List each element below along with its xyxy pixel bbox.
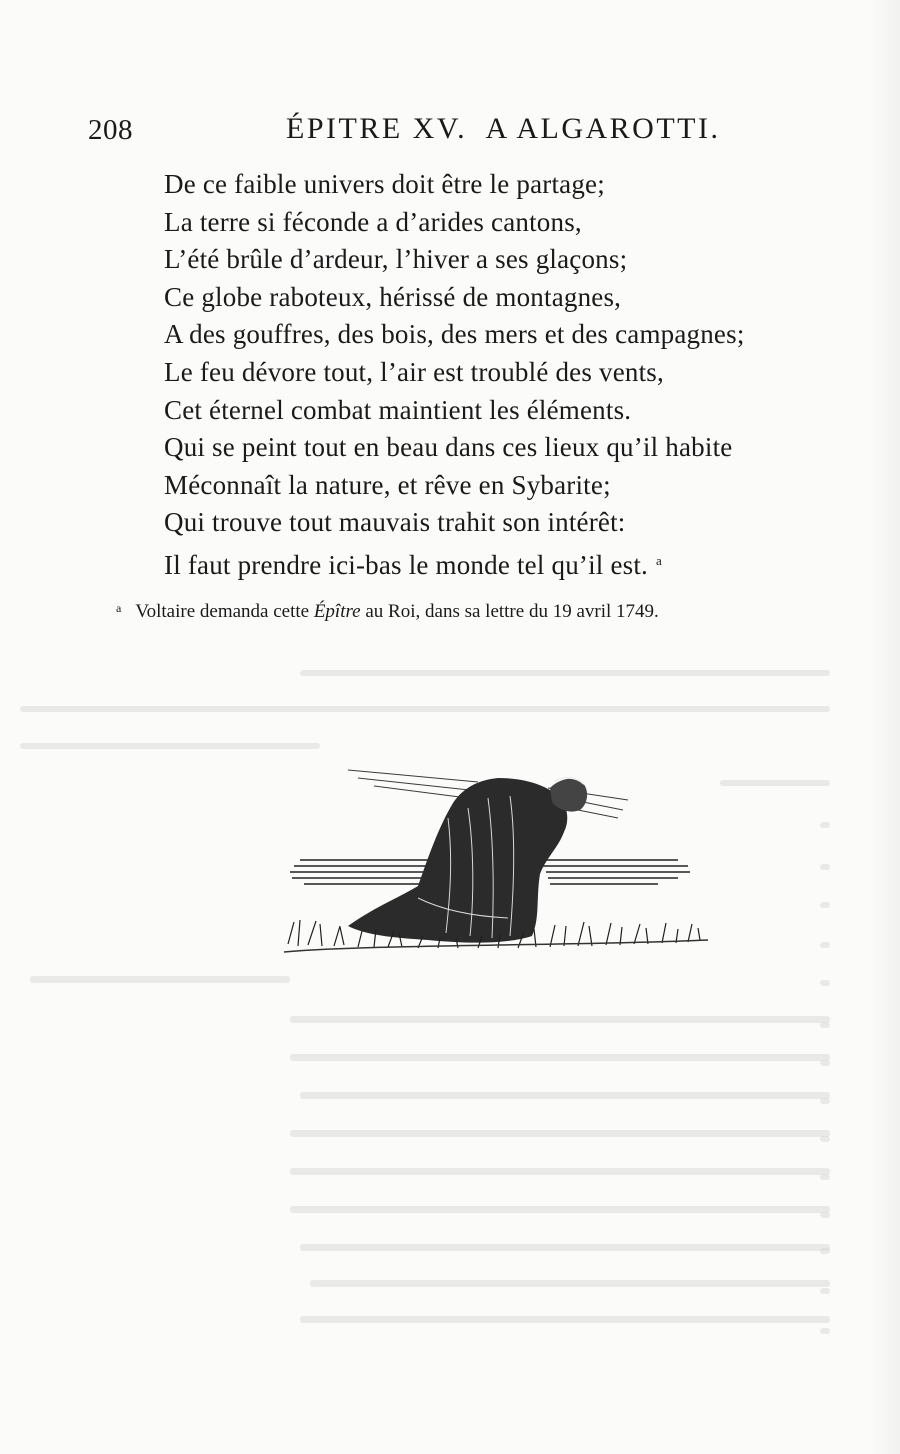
footnote-reference[interactable]: a — [655, 552, 662, 568]
verse-line: L’été brûle d’ardeur, l’hiver a ses glaçons; — [164, 244, 628, 275]
verse-line: Qui trouve tout mauvais trahit son intérêt: — [164, 507, 626, 538]
footnote — [116, 601, 659, 623]
page-edge-shadow — [870, 0, 900, 1454]
verse-line: La terre si féconde a d’arides cantons, — [164, 206, 582, 237]
footnote-marker: a — [116, 601, 122, 615]
verse-block — [164, 166, 745, 580]
verse-line: Méconnaît la nature, et rêve en Sybarite; — [164, 469, 611, 500]
verse-line: Le feu dévore tout, l’air est troublé des vents, — [164, 356, 664, 387]
verse-line: Ce globe raboteux, hérissé de montagnes, — [164, 281, 622, 312]
verse-line: Il faut prendre ici-bas le monde tel qu’il est. $^a$ — [164, 549, 662, 580]
running-title: ÉPITRE XV. A ALGAROTTI. — [286, 112, 721, 145]
verse-line: Cet éternel combat maintient les éléments. — [164, 394, 632, 425]
footnote-italic-title: Épître — [313, 601, 361, 622]
verse-line: A des gouffres, des bois, des mers et des campagnes; — [164, 319, 745, 350]
kneeling-figure-engraving-icon — [278, 748, 714, 968]
page-number: 208 — [88, 114, 133, 146]
footnote-text-after: au Roi, dans sa lettre du 19 avril 1749. — [360, 601, 659, 622]
verse-line: De ce faible univers doit être le partage; — [164, 169, 605, 199]
verse-line: Qui se peint tout en beau dans ces lieux qu’il habite — [164, 432, 733, 463]
footnote-text-before: Voltaire demanda cette — [135, 601, 314, 622]
